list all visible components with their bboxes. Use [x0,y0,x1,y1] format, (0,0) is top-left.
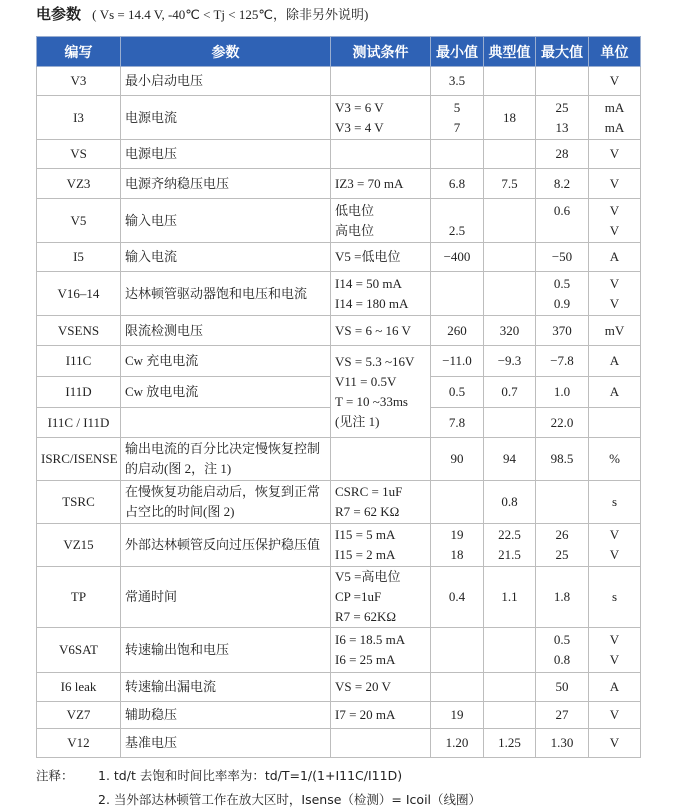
min-cell-line: 2.5 [448,222,466,238]
min-cell [431,702,484,729]
condition-cell-line: I15 = 2 mA [335,547,396,562]
condition-cell [331,243,431,272]
max-cell-line: 28 [555,146,569,161]
condition-cell-line: V5 =高电位 [335,569,401,584]
table-row [37,169,641,199]
max-cell [536,272,589,316]
note-item-1: 1. td/t 去饱和时间比率率为：td/T=1/(1+I11C/I11D) [98,768,403,783]
table-row [37,628,641,673]
typ-cell [484,481,536,524]
unit-cell [589,346,641,377]
min-cell-line: 7 [453,119,461,135]
condition-cell-line: V3 = 4 V [335,119,384,135]
min-cell [431,199,484,243]
unit-cell-line: V [609,547,620,562]
condition-cell [331,272,431,316]
condition-cell-line: VS = 20 V [335,679,391,694]
condition-cell-line: IZ3 = 70 mA [335,175,404,191]
electrical-parameters-table [36,36,641,758]
heading-conditions: ( Vs = 14.4 V, -40℃ < Tj < 125℃，除非另外说明) [92,7,369,22]
max-cell [536,199,589,243]
condition-cell-line: VS = 6 ~ 16 V [335,322,411,338]
min-cell [431,243,484,272]
typ-cell [484,438,536,481]
column-header: 单位 [589,37,641,67]
unit-cell-line: mV [604,322,625,338]
condition-cell-line: I6 = 18.5 mA [335,632,406,647]
typ-cell [484,272,536,316]
table-row [37,67,641,96]
parameter-cell: 达林顿管驱动器饱和电压和电流 [121,272,331,316]
condition-cell [331,346,431,438]
symbol-cell: VS [37,140,121,169]
min-cell-line: −400 [443,249,471,264]
max-cell-line: 25 [555,99,569,115]
max-cell-line: 0.5 [553,632,571,647]
symbol-cell: I11C / I11D [37,408,121,438]
max-cell-line: 22.0 [550,414,574,430]
max-cell [536,140,589,169]
symbol-cell: ISRC/ISENSE [37,438,121,481]
table-row [37,673,641,702]
table-row [37,96,641,140]
table-row [37,729,641,758]
condition-cell [331,567,431,628]
max-cell [536,481,589,524]
table-row [37,272,641,316]
max-cell [536,96,589,140]
min-cell-line: 260 [447,322,467,338]
unit-cell-line: % [609,451,620,466]
symbol-cell: VZ3 [37,169,121,199]
typ-cell [484,729,536,758]
symbol-cell: VSENS [37,316,121,346]
unit-cell-line: V [609,202,620,218]
parameter-cell: 在慢恢复功能启动后，恢复到正常占空比的时间(图 2) [121,481,331,524]
unit-cell-line: A [609,384,620,399]
parameter-cell: 输入电压 [121,199,331,243]
min-cell [431,316,484,346]
typ-cell-line: 1.25 [498,735,521,750]
max-cell [536,316,589,346]
max-cell [536,243,589,272]
min-cell [431,524,484,567]
typ-cell-line: 1.1 [501,589,518,604]
symbol-cell: I3 [37,96,121,140]
max-cell-line: 8.2 [553,175,571,191]
typ-cell-line: 7.5 [501,175,518,191]
condition-cell [331,169,431,199]
unit-cell-line: A [609,679,620,694]
min-cell-line: 0.5 [448,384,466,399]
max-cell-line: −50 [551,249,573,264]
min-cell [431,67,484,96]
parameter-cell: 电源电压 [121,140,331,169]
max-cell [536,729,589,758]
max-cell-line: 1.0 [553,384,571,399]
min-cell [431,729,484,758]
unit-cell-line: V [609,275,620,291]
max-cell [536,169,589,199]
condition-cell-line: CP =1uF [335,589,382,604]
typ-cell [484,199,536,243]
symbol-cell: V12 [37,729,121,758]
max-cell-line: 370 [552,322,572,338]
typ-cell [484,140,536,169]
max-cell [536,673,589,702]
condition-cell-line: (见注 1) [335,413,380,429]
symbol-cell: I11C [37,346,121,377]
parameter-cell [121,408,331,438]
column-header: 最大值 [536,37,589,67]
parameter-cell: 转速输出饱和电压 [121,628,331,673]
parameter-cell: 电源齐纳稳压电压 [121,169,331,199]
table-row [37,524,641,567]
column-header: 测试条件 [331,37,431,67]
unit-cell [589,673,641,702]
condition-cell-line: V5 =低电位 [335,249,401,264]
parameter-cell: Cw 放电电流 [121,377,331,408]
header-row [37,37,641,67]
max-cell-line [540,221,584,241]
heading-title: 电参数 [36,5,82,23]
typ-cell [484,316,536,346]
unit-cell-line: V [609,632,620,647]
unit-cell-line: A [609,249,620,264]
min-cell [431,169,484,199]
symbol-cell: V5 [37,199,121,243]
parameter-cell: 基准电压 [121,729,331,758]
typ-cell-line: 0.7 [501,384,518,399]
typ-cell [484,628,536,673]
unit-cell-line: V [609,735,620,750]
min-cell [431,567,484,628]
typ-cell-line: 21.5 [498,547,521,562]
condition-cell-line: CSRC = 1uF [335,484,403,499]
unit-cell [589,567,641,628]
max-cell-line: 98.5 [550,451,574,466]
min-cell-line: −11.0 [442,353,472,368]
unit-cell [589,67,641,96]
max-cell-line: 1.8 [553,589,571,604]
typ-cell [484,346,536,377]
min-cell [431,673,484,702]
unit-cell-line: V [609,652,620,667]
condition-cell-line: VS = 5.3 ~16V [335,353,415,369]
parameter-cell: 常通时间 [121,567,331,628]
min-cell-line: 1.20 [445,735,469,750]
max-cell-line: 0.8 [553,652,571,667]
unit-cell [589,729,641,758]
min-cell-line: 90 [450,451,464,466]
unit-cell [589,377,641,408]
table-row [37,199,641,243]
max-cell [536,524,589,567]
condition-cell-line: I14 = 50 mA [335,275,402,291]
unit-cell [589,524,641,567]
parameter-cell: 输出电流的百分比决定慢恢复控制的启动(图 2，注 1) [121,438,331,481]
unit-cell-line: V [609,146,620,161]
condition-cell-line: R7 = 62 KΩ [335,504,400,519]
notes-label: 注释： [36,768,74,783]
unit-cell [589,140,641,169]
min-cell-line: 5 [453,99,461,115]
max-cell [536,408,589,438]
symbol-cell: V6SAT [37,628,121,673]
condition-cell-line: 高电位 [335,222,375,238]
unit-cell-line: V [609,707,620,722]
typ-cell [484,67,536,96]
heading [36,3,368,25]
parameter-cell: 电源电流 [121,96,331,140]
parameter-cell: 限流检测电压 [121,316,331,346]
condition-cell [331,438,431,481]
parameter-cell: 转速输出漏电流 [121,673,331,702]
unit-cell [589,702,641,729]
max-cell-line: 0.9 [553,295,571,311]
unit-cell [589,96,641,140]
condition-cell [331,702,431,729]
typ-cell-line: 0.8 [501,494,518,509]
typ-cell [484,524,536,567]
unit-cell [589,316,641,346]
unit-cell-line: s [611,494,618,509]
symbol-cell: I5 [37,243,121,272]
min-cell-line [435,201,479,221]
column-header: 典型值 [484,37,536,67]
typ-cell-line: 18 [503,109,516,125]
max-cell-line: 0.5 [553,275,571,291]
typ-cell-line: 22.5 [498,527,521,542]
unit-cell-line: s [611,589,618,604]
table-row [37,140,641,169]
typ-cell [484,408,536,438]
condition-cell [331,524,431,567]
symbol-cell: I11D [37,377,121,408]
symbol-cell: TP [37,567,121,628]
min-cell-line: 6.8 [448,175,466,191]
typ-cell [484,169,536,199]
condition-cell [331,140,431,169]
min-cell-line: 3.5 [448,73,466,88]
typ-cell [484,673,536,702]
condition-cell [331,199,431,243]
table-row [37,316,641,346]
unit-cell [589,481,641,524]
table-row [37,438,641,481]
table-row [37,702,641,729]
min-cell [431,481,484,524]
min-cell [431,140,484,169]
table-row [37,243,641,272]
condition-cell [331,729,431,758]
column-header: 参数 [121,37,331,67]
condition-cell-line: T = 10 ~33ms [335,393,408,409]
symbol-cell: VZ7 [37,702,121,729]
parameter-cell: 最小启动电压 [121,67,331,96]
unit-cell-line: A [609,353,620,368]
parameter-cell: 输入电流 [121,243,331,272]
max-cell [536,702,589,729]
condition-cell-line: I15 = 5 mA [335,527,396,542]
unit-cell [589,272,641,316]
table-row [37,567,641,628]
max-cell [536,346,589,377]
unit-cell-line: mA [604,119,625,135]
max-cell-line: 25 [555,547,569,562]
unit-cell [589,243,641,272]
max-cell-line: −7.8 [550,353,574,368]
min-cell-line: 7.8 [448,414,466,430]
max-cell-line: 1.30 [550,735,574,750]
parameter-cell: 辅助稳压 [121,702,331,729]
condition-cell-line: I14 = 180 mA [335,295,409,311]
min-cell-line: 19 [450,707,464,722]
unit-cell [589,438,641,481]
symbol-cell: I6 leak [37,673,121,702]
typ-cell-line: 94 [503,451,516,466]
symbol-cell: V3 [37,67,121,96]
typ-cell [484,243,536,272]
min-cell-line: 0.4 [448,589,466,604]
min-cell [431,96,484,140]
min-cell-line: 19 [450,527,464,542]
max-cell-line: 26 [555,527,569,542]
max-cell-line: 50 [555,679,569,694]
condition-cell [331,481,431,524]
typ-cell-line: −9.3 [497,353,522,368]
condition-cell [331,316,431,346]
min-cell [431,438,484,481]
min-cell [431,377,484,408]
typ-cell [484,377,536,408]
symbol-cell: TSRC [37,481,121,524]
notes [36,764,481,812]
max-cell-line: 0.6 [553,202,571,218]
max-cell-line: 13 [555,119,569,135]
note-item-2: 2. 当外部达林顿管工作在放大区时，Isense（检测）= Icoil（线圈） [98,792,482,807]
symbol-cell: V16–14 [37,272,121,316]
unit-cell-line: V [609,175,620,191]
typ-cell [484,567,536,628]
condition-cell-line: I7 = 20 mA [335,707,396,722]
condition-cell [331,628,431,673]
condition-cell-line: I6 = 25 mA [335,652,396,667]
table-row [37,481,641,524]
unit-cell [589,199,641,243]
table-row [37,346,641,377]
column-header: 最小值 [431,37,484,67]
table-body [37,67,641,758]
max-cell [536,567,589,628]
min-cell [431,346,484,377]
max-cell [536,438,589,481]
max-cell [536,67,589,96]
typ-cell [484,96,536,140]
typ-cell-line: 320 [499,322,520,338]
typ-cell [484,702,536,729]
unit-cell-line: V [609,527,620,542]
unit-cell-line: V [609,73,620,88]
column-header: 编写 [37,37,121,67]
unit-cell [589,408,641,438]
condition-cell [331,96,431,140]
parameter-cell: 外部达林顿管反向过压保护稳压值 [121,524,331,567]
max-cell [536,628,589,673]
unit-cell-line: V [609,222,620,238]
min-cell-line: 18 [450,547,464,562]
note-row-1 [36,764,481,788]
symbol-cell: VZ15 [37,524,121,567]
parameter-cell: Cw 充电电流 [121,346,331,377]
unit-cell [589,628,641,673]
condition-cell-line: 低电位 [335,202,375,218]
unit-cell-line: mA [604,99,625,115]
condition-cell [331,673,431,702]
min-cell [431,408,484,438]
unit-cell-line: V [609,295,620,311]
min-cell [431,628,484,673]
condition-cell-line: V3 = 6 V [335,99,384,115]
max-cell-line: 27 [555,707,569,722]
note-row-2 [36,788,481,812]
condition-cell-line: V11 = 0.5V [335,373,397,389]
condition-cell [331,67,431,96]
max-cell [536,377,589,408]
condition-cell-line: R7 = 62KΩ [335,609,397,624]
unit-cell [589,169,641,199]
min-cell [431,272,484,316]
